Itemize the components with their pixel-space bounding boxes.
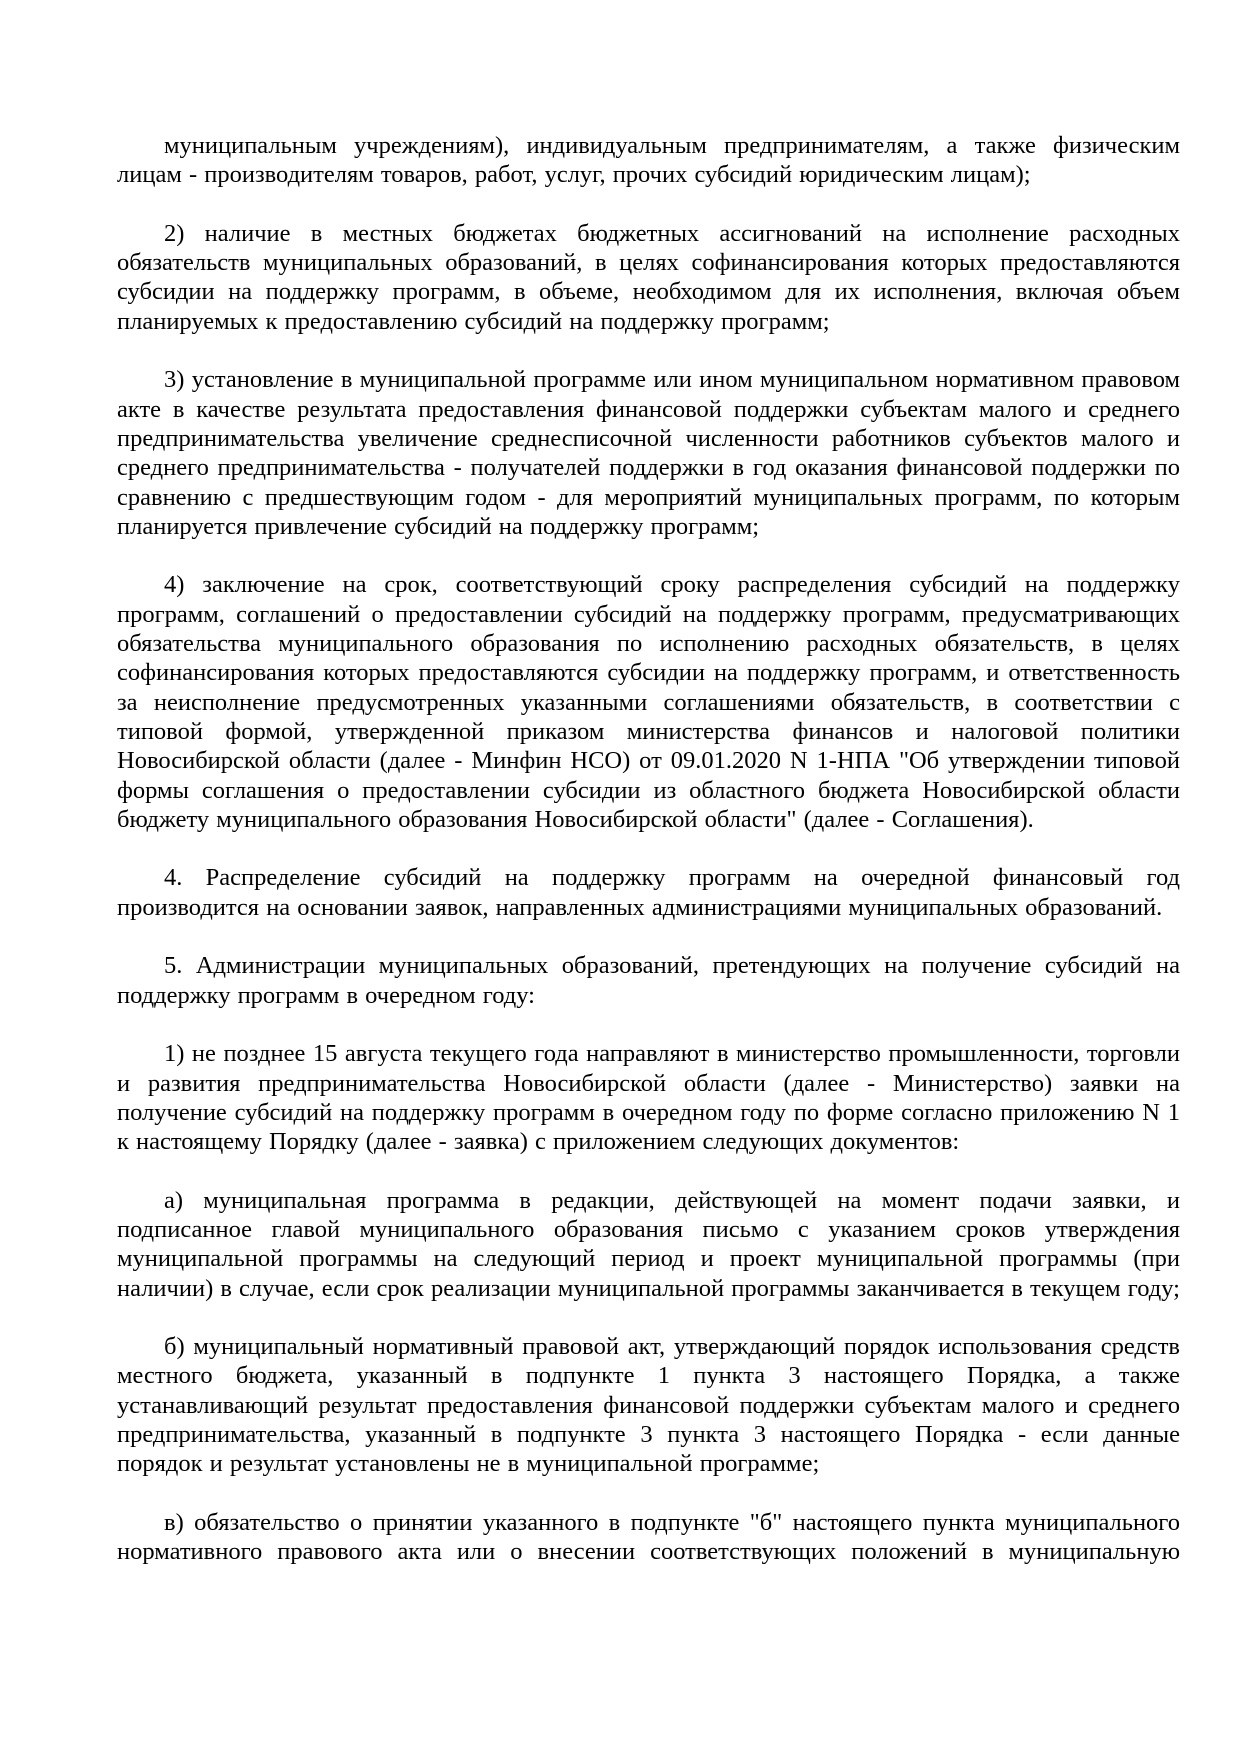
paragraph-clause-3: 3) установление в муниципальной программе или ином муниципальном нормативном правовом акте в качестве результата предоставления финансовой поддержки субъектам малого и среднего предпринимательства увеличение среднесписочной численности работников субъектов малого и среднего предпринимательства - получателей поддержки в год оказания финансовой поддержки по сравнению с предшествующим годом - для мероприятий муниципальных программ, по которым планируется привлечение субсидий на поддержку программ; [117, 366, 1180, 540]
paragraph-clause-4-agreements: 4) заключение на срок, соответствующий сроку распределения субсидий на поддержку программ, соглашений о предоставлении субсидий на поддержку программ, предусматривающих обязательства муниципального образования по исполнению расходных обязательств, в целях софинансирования которых предоставляются субсидии на поддержку программ, и ответственность за неисполнение предусмотренных указанными соглашениями обязательств, в соответствии с типовой формой, утвержденной приказом министерства финансов и налоговой политики Новосибирской области (далее - Минфин НСО) от 09.01.2020 N 1-НПА "Об утверждении типовой формы соглашения о предоставлении субсидии из областного бюджета Новосибирской области бюджету муниципального образования Новосибирской области" (далее - Соглашения). [117, 571, 1180, 833]
paragraph-clause-2: 2) наличие в местных бюджетах бюджетных ассигнований на исполнение расходных обязательств муниципальных образований, в целях софинансирования которых предоставляются субсидии на поддержку программ, в объеме, необходимом для их исполнения, включая объем планируемых к предоставлению субсидий на поддержку программ; [117, 219, 1180, 335]
paragraph-subclause-v-obligation: в) обязательство о принятии указанного в подпункте "б" настоящего пункта муниципального нормативного правового акта или о внесении соответствующих положений в муниципальную [117, 1508, 1180, 1566]
paragraph-subclause-a-municipal-program: а) муниципальная программа в редакции, действующей на момент подачи заявки, и подписанное главой муниципального образования письмо с указанием сроков утверждения муниципальной программы на следующий период и проект муниципальной программы (при наличии) в случае, если срок реализации муниципальной программы заканчивается в текущем году; [117, 1186, 1180, 1302]
paragraph-subclause-1-applications: 1) не позднее 15 августа текущего года направляют в министерство промышленности, торговли и развития предпринимательства Новосибирской области (далее - Министерство) заявки на получение субсидий на поддержку программ в очередном году по форме согласно приложению N 1 к настоящему Порядку (далее - заявка) с приложением следующих документов: [117, 1040, 1180, 1156]
paragraph-point-4-distribution: 4. Распределение субсидий на поддержку программ на очередной финансовый год производится на основании заявок, направленных администрациями муниципальных образований. [117, 864, 1180, 921]
paragraph-point-5-administrations: 5. Администрации муниципальных образований, претендующих на получение субсидий на поддержку программ в очередном году: [117, 952, 1180, 1009]
paragraph-subclause-b-legal-act: б) муниципальный нормативный правовой акт, утверждающий порядок использования средств местного бюджета, указанный в подпункте 1 пункта 3 настоящего Порядка, а также устанавливающий результат предоставления финансовой поддержки субъектам малого и среднего предпринимательства, указанный в подпункте 3 пункта 3 настоящего Порядка - если данные порядок и результат установлены не в муниципальной программе; [117, 1333, 1180, 1478]
paragraph-continuation-subsidy-recipients: муниципальным учреждениям), индивидуальным предпринимателям, а также физическим лицам - производителям товаров, работ, услуг, прочих субсидий юридическим лицам); [117, 132, 1180, 189]
